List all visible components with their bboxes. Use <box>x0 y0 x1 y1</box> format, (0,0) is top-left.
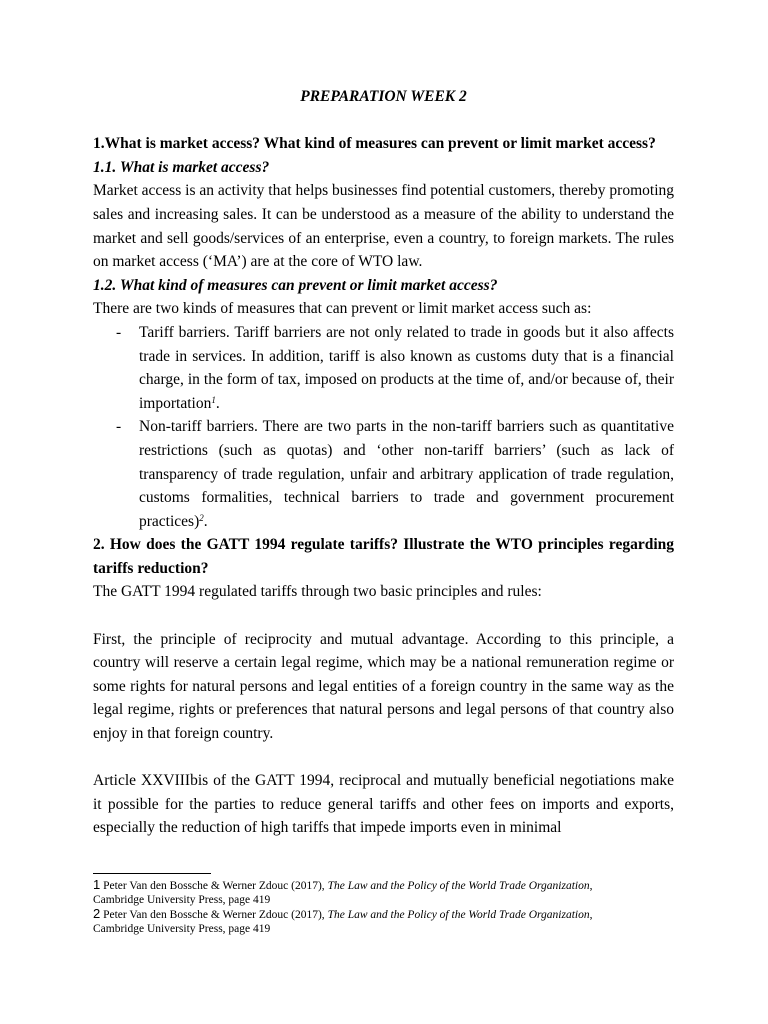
paragraph-market-access: Market access is an activity that helps businesses find potential customers, thereby promoting sales and increasing sales. It can be understood as a measure of the ability to understand the market and sell goods/services of an enterprise, even a country, to foreign markets. The rules on market access (‘MA’) are at the core of WTO law. <box>93 182 674 271</box>
footnote-number: 2 <box>93 906 101 921</box>
footnote-1: 1 Peter Van den Bossche & Werner Zdouc (2017), The Law and the Policy of the World Trade Organization, Cambridge University Press, page 419 <box>93 877 593 906</box>
subheading-1-2: 1.2. What kind of measures can prevent or limit market access? <box>93 276 498 294</box>
dash-bullet: - <box>116 323 122 341</box>
list-item-text: Tariff barriers. Tariff barriers are not only related to trade in goods but it also affects trade in services. In addition, tariff is also known as customs duty that is a financial charge, in the form of tax, imposed on products at the time of, and/or because of, their importation <box>139 323 674 412</box>
footnote-separator <box>93 873 211 874</box>
footnote-number: 1 <box>93 877 101 892</box>
dash-bullet: - <box>116 418 122 436</box>
paragraph-reciprocity: First, the principle of reciprocity and mutual advantage. According to this principle, a country will reserve a certain legal regime, which may be a national remuneration regime or some rights for natural persons and legal entities of a foreign country in the same way as the legal regime, rights or preferences that natural persons and legal persons of that country also enjoy in that foreign country. <box>93 630 674 743</box>
paragraph-article-xxviii: Article XXVIIIbis of the GATT 1994, reciprocal and mutually beneficial negotiations make it possible for the parties to reduce general tariffs and other fees on imports and exports, especially the reduction of high tariffs that impede imports even in minimal <box>93 772 674 837</box>
list-item: - Non-tariff barriers. There are two parts in the non-tariff barriers such as quantitative restrictions (such as quotas) and ‘other non-tariff barriers’ (such as lack of transparency of trade regulation, unfair and arbitrary application of trade regulation, customs formalities, technical barriers to trade and government procurement practices)$^2$. <box>93 415 674 533</box>
question-1-heading: 1.What is market access? What kind of measures can prevent or limit market access? <box>93 135 656 153</box>
footnotes <box>93 873 674 936</box>
page-title: PREPARATION WEEK 2 <box>300 88 467 105</box>
book-title: The Law and the Policy of the World Trade Organization <box>327 880 590 892</box>
paragraph-measures-intro: There are two kinds of measures that can prevent or limit market access such as: <box>93 300 592 318</box>
subheading-1-1: 1.1. What is market access? <box>93 158 270 176</box>
list-item-text: Non-tariff barriers. There are two parts in the non-tariff barriers such as quantitative restrictions (such as quotas) and ‘other non-tariff barriers’ (such as lack of transparency of trade regulation, unfair and arbitrary application of trade regulation, customs formalities, technical barriers to trade and government procurement practices) <box>139 418 674 530</box>
paragraph-gatt-intro: The GATT 1994 regulated tariffs through two basic principles and rules: <box>93 583 542 601</box>
question-2-heading: 2. How does the GATT 1994 regulate tariffs? Illustrate the WTO principles regarding tariffs reduction? <box>93 536 674 577</box>
list-item: - Tariff barriers. Tariff barriers are not only related to trade in goods but it also affects trade in services. In addition, tariff is also known as customs duty that is a financial charge, in the form of tax, imposed on products at the time of, and/or because of, their importation$^1$. <box>93 321 674 415</box>
book-title: The Law and the Policy of the World Trade Organization <box>327 909 590 921</box>
measures-list <box>93 321 674 533</box>
footnote-ref[interactable]: 1 <box>211 394 216 405</box>
document-body <box>93 85 674 840</box>
footnote-ref[interactable]: 2 <box>199 512 204 523</box>
footnote-2: 2 Peter Van den Bossche & Werner Zdouc (2017), The Law and the Policy of the World Trade Organization, Cambridge University Press, page 419 <box>93 906 593 935</box>
